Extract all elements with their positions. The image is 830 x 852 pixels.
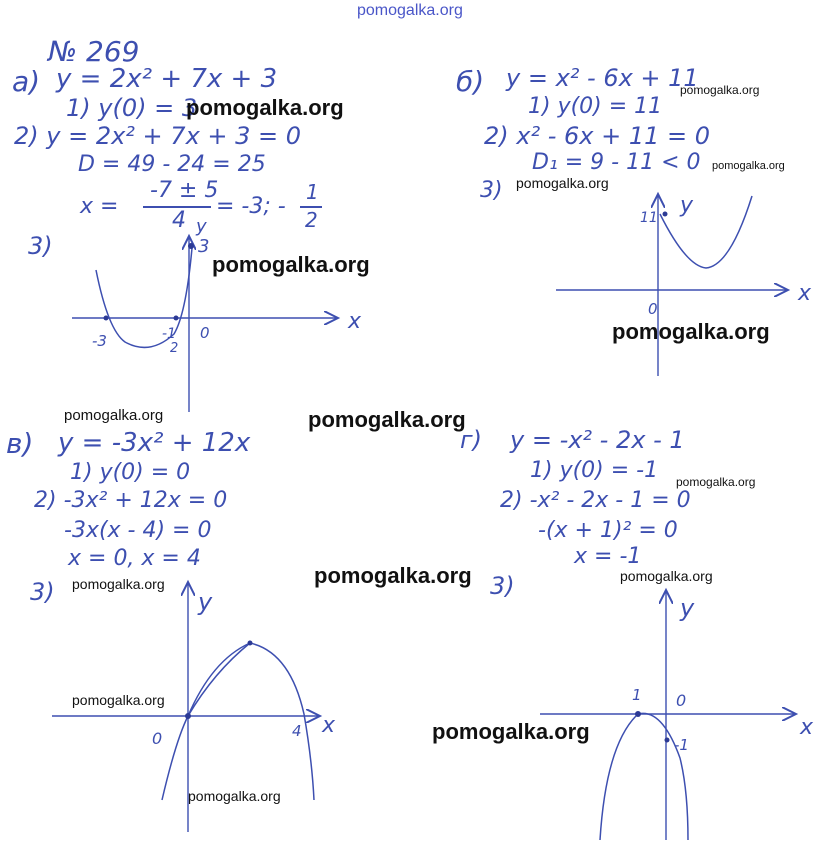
part-d-factored: -(x + 1)² = 0 (538, 518, 678, 543)
part-c-step1: 1) y(0) = 0 (70, 460, 191, 485)
watermark: pomogalka.org (72, 576, 165, 592)
graph-b-y-tick-11: 11 (640, 210, 658, 226)
graph-d-x-label: x (800, 715, 814, 740)
graph-b-point-y11 (663, 212, 668, 217)
part-a-roots-lhs: x = (80, 194, 119, 219)
watermark: pomogalka.org (64, 407, 164, 424)
watermark: pomogalka.org (72, 692, 165, 708)
part-c-label: в) (6, 427, 34, 460)
graph-b-y-label: y (680, 193, 694, 218)
graph-d-x-tick-1: 1 (632, 686, 642, 704)
watermark: pomogalka.org (516, 175, 609, 191)
part-b-step2: 2) x² - 6x + 11 = 0 (484, 122, 711, 150)
graph-a-y-label: y (196, 216, 207, 237)
graph-c-helper-line (188, 643, 250, 716)
part-c-step2: 2) -3x² + 12x = 0 (34, 488, 228, 513)
graph-b-x-label: x (798, 281, 812, 306)
part-c-step3: 3) (30, 578, 55, 606)
part-d-label: г) (460, 426, 482, 454)
part-d-roots: x = -1 (574, 544, 642, 569)
graph-a-y-tick-3: 3 (198, 236, 210, 257)
graph-a-point-y3 (188, 243, 194, 249)
part-d-equation: y = -x² - 2x - 1 (510, 426, 685, 454)
graph-b-parabola (660, 196, 752, 268)
part-a-roots-denominator: 4 (172, 208, 186, 233)
graph-b-origin: 0 (648, 300, 658, 318)
part-d-step2: 2) -x² - 2x - 1 = 0 (500, 488, 691, 513)
part-a-step3: 3) (28, 232, 53, 260)
problem-number: № 269 (48, 35, 140, 68)
part-c-factored: -3x(x - 4) = 0 (64, 518, 212, 543)
watermark: pomogalka.org (432, 719, 590, 744)
graph-a-point-neg3 (104, 316, 109, 321)
part-a-equation: y = 2x² + 7x + 3 (56, 64, 278, 94)
graph-a-x-tick-neg3: -3 (92, 332, 107, 350)
graph-d-point-vertex (635, 711, 641, 717)
graph-a (72, 216, 362, 412)
watermark: pomogalka.org (212, 252, 370, 277)
part-a-roots-result: = -3; - (216, 194, 286, 219)
watermark: pomogalka.org (188, 788, 281, 804)
graph-d (540, 590, 814, 840)
part-a-roots-numerator: -7 ± 5 (150, 178, 219, 203)
part-d-step3: 3) (490, 572, 515, 600)
part-b-step3: 3) (480, 178, 503, 203)
header-watermark: pomogalka.org (357, 2, 463, 19)
watermark: pomogalka.org (712, 160, 785, 172)
part-a-half-numerator: 1 (306, 180, 319, 204)
graph-c-point-origin (185, 713, 191, 719)
watermark: pomogalka.org (612, 319, 770, 344)
watermark: pomogalka.org (676, 475, 756, 489)
graph-d-parabola (600, 713, 688, 840)
graph-c-x-tick-4: 4 (292, 722, 302, 740)
graph-a-parabola (96, 248, 192, 347)
part-b-step1: 1) y(0) = 11 (528, 94, 663, 119)
watermark: pomogalka.org (308, 407, 466, 432)
watermark: pomogalka.org (314, 563, 472, 588)
graph-c-origin: 0 (152, 729, 163, 748)
watermark: pomogalka.org (680, 83, 760, 97)
graph-c-y-label: y (198, 588, 213, 616)
watermark: pomogalka.org (620, 568, 713, 584)
part-d-step1: 1) y(0) = -1 (530, 458, 659, 483)
watermark: pomogalka.org (186, 95, 344, 120)
part-a-step2: 2) y = 2x² + 7x + 3 = 0 (14, 122, 302, 150)
graph-c-point-vertex (248, 641, 253, 646)
graph-b (556, 193, 812, 376)
graph-a-origin: 0 (200, 324, 210, 342)
part-a-half-denominator: 2 (305, 208, 318, 232)
graph-a-x-label: x (348, 309, 362, 334)
part-c-roots: x = 0, x = 4 (68, 546, 201, 571)
graph-d-y-tick-neg1: -1 (674, 736, 689, 754)
graph-d-y-label: y (680, 594, 695, 622)
part-a-label: a) (12, 65, 41, 98)
graph-d-origin: 0 (676, 691, 687, 710)
part-a-step1: 1) y(0) = 3 (66, 94, 198, 122)
part-c-equation: y = -3x² + 12x (58, 428, 251, 458)
part-b-label: б) (456, 65, 485, 98)
part-b-discriminant: D₁ = 9 - 11 < 0 (532, 150, 701, 175)
part-b-equation: y = x² - 6x + 11 (506, 64, 699, 92)
graph-a-point-neg-half (174, 316, 179, 321)
graph-a-x-tick-neg-half-den: 2 (170, 341, 179, 356)
graph-c-x-label: x (322, 713, 336, 738)
part-a-discriminant: D = 49 - 24 = 25 (78, 152, 266, 177)
graph-a-x-tick-neg-half-num: -1 (162, 326, 176, 342)
graph-d-point-y-neg1 (665, 738, 670, 743)
